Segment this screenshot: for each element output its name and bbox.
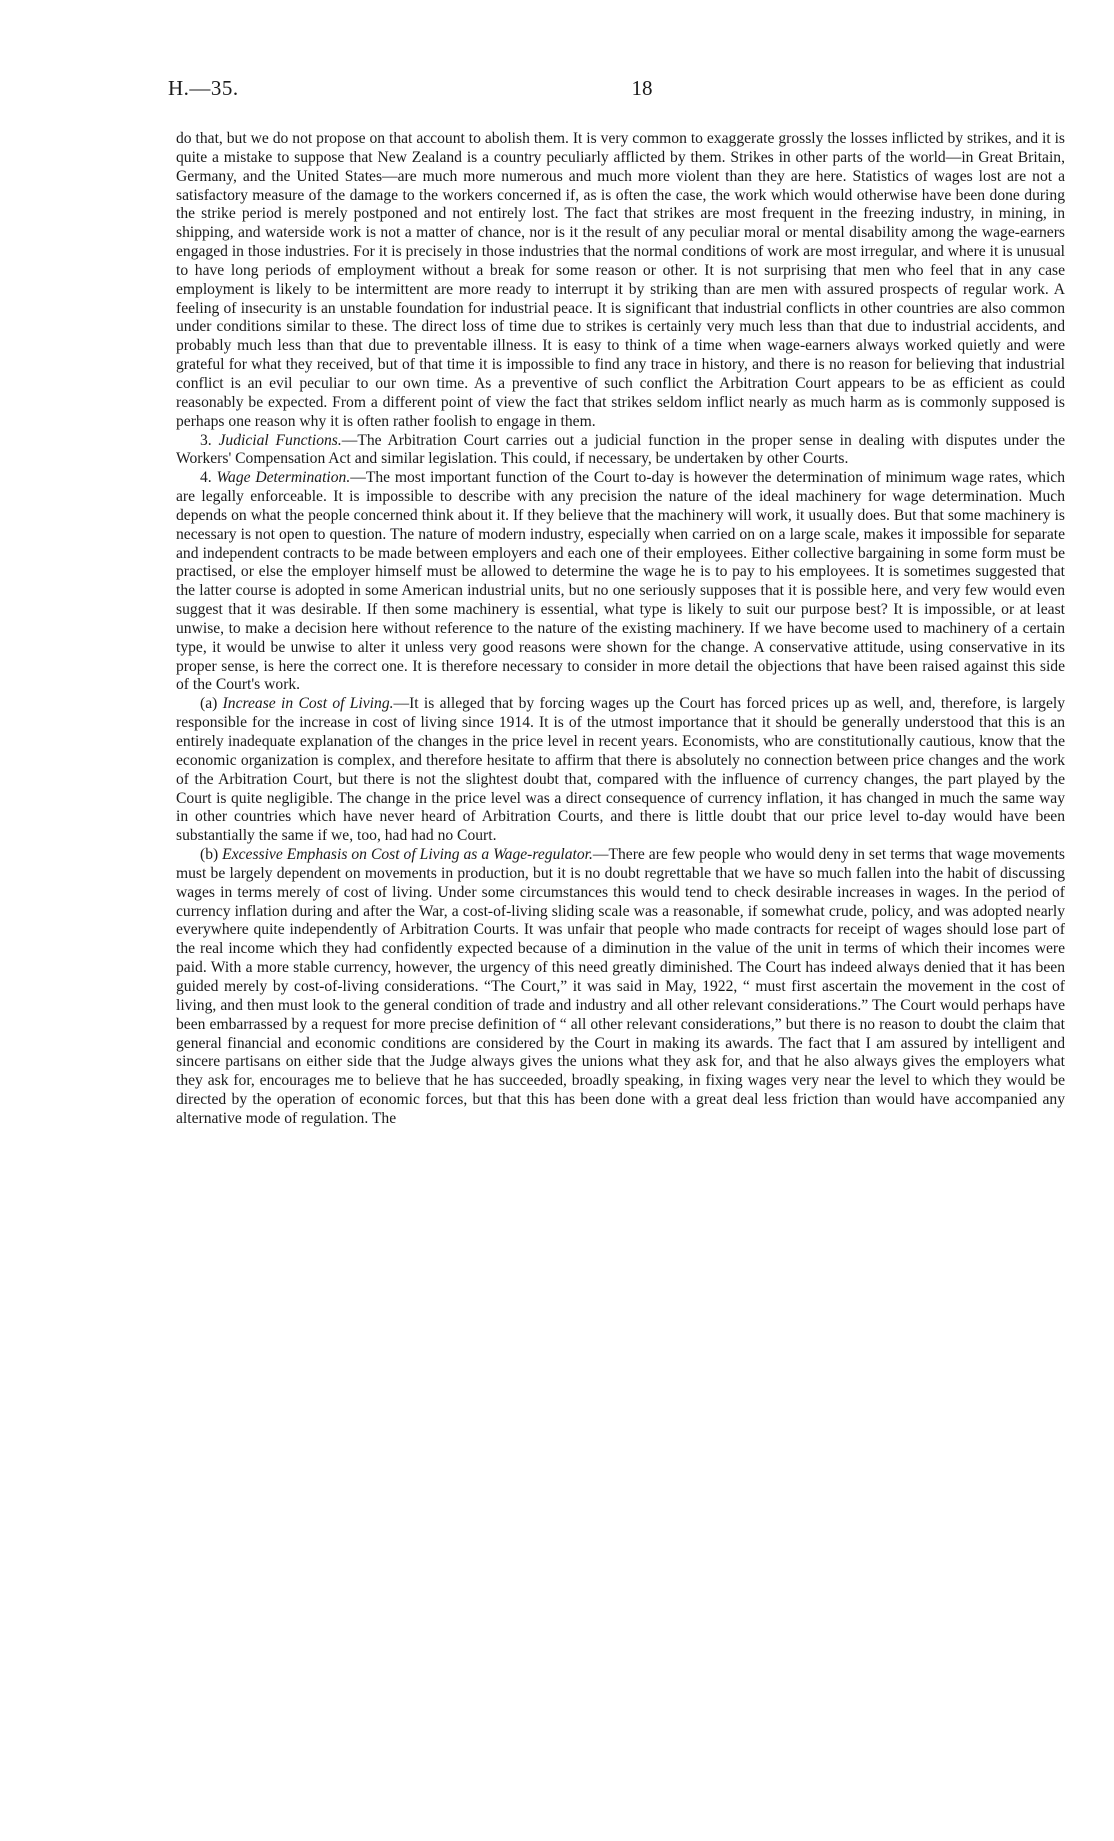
page-header [168,76,1064,106]
paragraph-lead: (b) [200,846,223,864]
paragraph-text: —There are few people who would deny in set terms that wage movements must be largely dependent on movements in production, but it is no doubt regrettable that we have so much fallen into the habit of discussing wages in terms merely of cost of living. Under some circumstances this would tend to check desirable increases in wages. In the period of currency inflation during and after the War, a cost-of-living sliding scale was a reasonable, if somewhat crude, policy, and was adopted nearly everywhere quite independently of Arbitration Courts. It was unfair that people who made contracts for receipt of wages should lose part of the real income which they had confidently expected because of a diminution in the value of the unit in terms of which their incomes were paid. With a more stable currency, however, the urgency of this need greatly diminished. The Court has indeed always denied that it has been guided merely by cost-of-living considerations. “The Court,” it was said in May, 1922, “ must first ascertain the movement in the cost of living, and then must look to the general condition of trade and industry and all other relevant considerations.” The Court would perhaps have been embarrassed by a request for more precise definition of “ all other relevant considerations,” but there is no reason to doubt the claim that general financial and economic conditions are considered by the Court in making its awards. The fact that I am assured by intelligent and sincere partisans on either side that the Judge always gives the unions what they ask for, and that he also always gives the employers what they ask for, encourages me to believe that he has succeeded, broadly speaking, in fixing wages very near the level to which they would be directed by the operation of economic forces, but that this has been done with a great deal less friction than would have accompanied any alternative mode of regulation. The [176,846,1065,1127]
paragraph-lead: (a) [200,695,223,713]
section-heading: Increase in Cost of Living. [222,695,394,713]
document-reference: H.—35. [168,76,239,100]
paragraph-text: —The most important function of the Court to-day is however the determination of minimum wage rates, which are legally enforceable. It is impossible to describe with any precision the nature of the ideal machinery for wage determination. Much depends on what the people concerned think about it. If they believe that the machinery will work, it usually does. But that some machinery is necessary is not open to question. The nature of modern industry, especially when carried on on a large scale, makes it impossible for separate and independent contracts to be made between employers and each one of their employees. Either collective bargaining in some form must be practised, or else the employer himself must be allowed to determine the wage he is to pay to his employees. It is sometimes suggested that the latter course is adopted in some American industrial units, but no one seriously supposes that it is possible here, and very few would even suggest that it was desirable. If then some machinery is essential, what type is likely to suit our purpose best? It is impossible, or at least unwise, to make a decision here without reference to the nature of the existing machinery. If we have become used to machinery of a certain type, it would be unwise to alter it unless very good reasons were shown for the change. A conservative attitude, using conservative in its proper sense, is here the correct one. It is therefore necessary to consider in more detail the objections that have been raised against this side of the Court's work. [176,469,1065,694]
paragraph-text: —The Arbitration Court carries out a judicial function in the proper sense in dealing with disputes under the Workers' Compensation Act and similar legislation. This could, if necessary, be undertaken by other Courts. [176,431,1066,468]
body-text [176,130,1065,1129]
paragraph-text: do that, but we do not propose on that account to abolish them. It is very common to exaggerate grossly the losses inflicted by strikes, and it is quite a mistake to suppose that New Zealand is a country peculiarly afflicted by them. Strikes in other parts of the world—in Great Britain, Germany, and the United States—are much more numerous and much more violent than they are here. Statistics of wages lost are not a satisfactory measure of the damage to the workers concerned if, as is often the case, the work which would otherwise have been done during the strike period is merely postponed and not entirely lost. The fact that strikes are most frequent in the freezing industry, in mining, in shipping, and waterside work is not a matter of chance, nor is it the result of any peculiar moral or mental disability among the wage-earners engaged in those industries. For it is precisely in those industries that the normal conditions of work are most irregular, and where it is unusual to have long periods of employment without a break for some reason or other. It is not surprising that men who feel that in any case employment is likely to be intermittent are more ready to interrupt it by striking than are men with assured prospects of regular work. A feeling of insecurity is an unstable foundation for industrial peace. It is significant that industrial conflicts in other countries are also common under conditions similar to these. The direct loss of time due to strikes is certainly very much less than that due to industrial accidents, and probably much less than that due to preventable illness. It is easy to think of a time when wage-earners always worked quietly and were grateful for what they received, but of that time it is impossible to find any trace in history, and there is no reason for believing that industrial conflict is an evil peculiar to our own time. As a preventive of such conflict the Arbitration Court appears to be as efficient as could reasonably be expected. From a different point of view the fact that strikes seldom inflict nearly as much harm as is commonly supposed is perhaps one reason why it is often rather foolish to engage in them. [176,130,1065,430]
paragraph-text: —It is alleged that by forcing wages up the Court has forced prices up as well, and, therefore, is largely responsible for the increase in cost of living since 1914. It is of the utmost importance that it should be generally understood that this is an entirely inadequate explanation of the changes in the price level in recent years. Economists, who are constitutionally cautious, know that the economic organization is complex, and therefore hesitate to affirm that there is absolutely no connection between price changes and the work of the Arbitration Court, but there is not the slightest doubt that, compared with the influence of currency changes, the part played by the Court is quite negligible. The change in the price level was a direct consequence of currency inflation, it has changed in much the same way in other countries which have never heard of Arbitration Courts, and there is little doubt that our price level to-day would have been substantially the same if we, too, had had no Court. [176,695,1065,845]
paragraph-judicial-functions [176,432,1065,470]
paragraph-lead: 4. [200,469,217,487]
paragraph-lead: 3. [200,431,219,449]
section-heading: Wage Determination. [216,469,351,487]
page-number: 18 [631,76,653,100]
paragraph-strikes [176,130,1065,432]
paragraph-wage-regulator [176,846,1065,1129]
paragraph-cost-of-living [176,695,1065,846]
section-heading: Judicial Functions. [218,431,342,449]
paragraph-wage-determination [176,469,1065,695]
section-heading: Excessive Emphasis on Cost of Living as a Wage-regulator. [222,846,593,864]
